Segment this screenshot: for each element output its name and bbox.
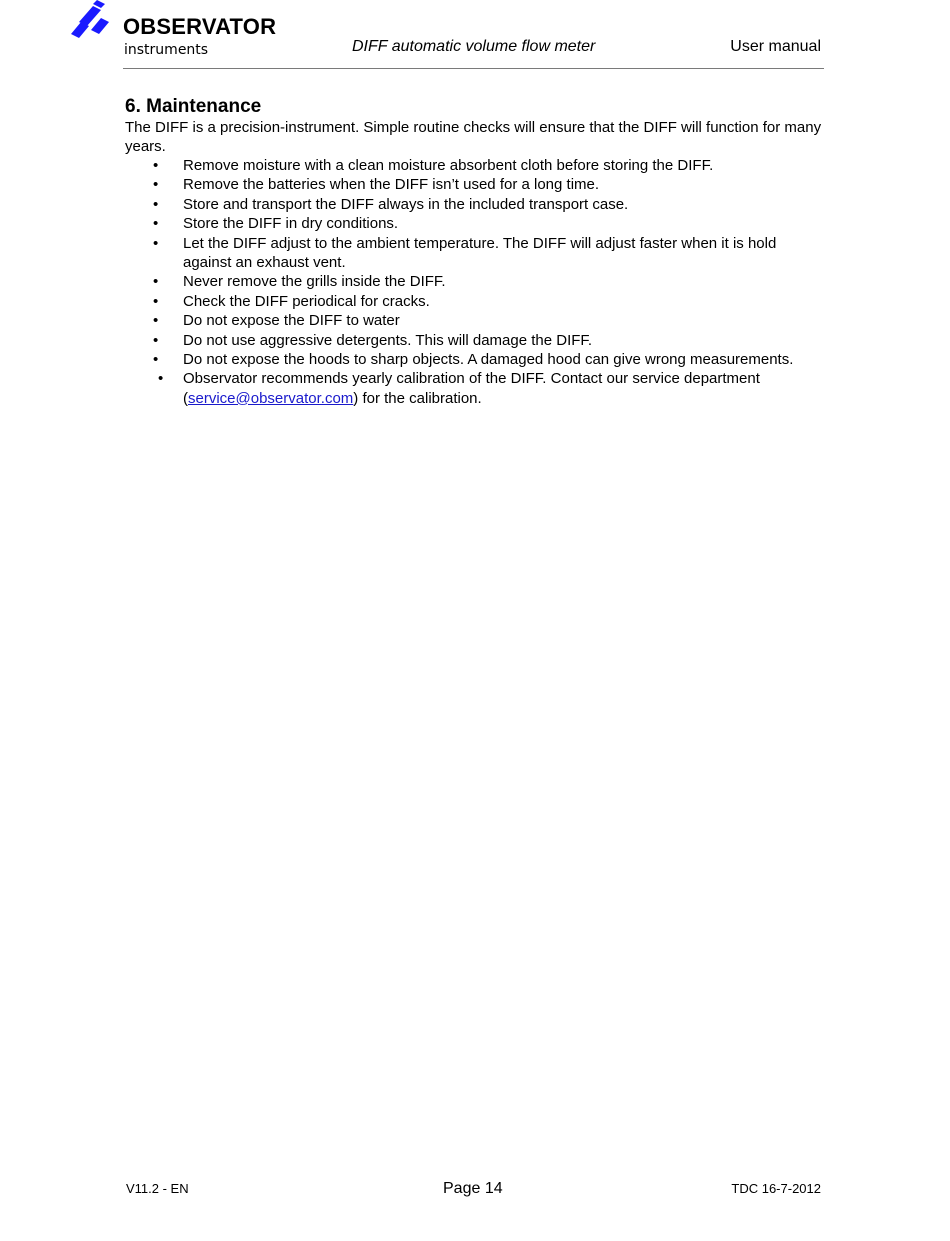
observator-logo-icon (69, 0, 109, 38)
bullet-icon: • (153, 234, 159, 252)
list-item-text: Never remove the grills inside the DIFF. (183, 273, 446, 291)
section-title: 6. Maintenance (125, 96, 262, 117)
list-item (125, 272, 825, 291)
calibration-text-before: Observator recommends yearly calibration of the DIFF. Contact our service department ( (183, 370, 760, 407)
brand-subtitle: instruments (124, 42, 209, 58)
list-item-text: Do not expose the hoods to sharp objects. A damaged hood can give wrong measurements. (183, 351, 794, 369)
list-item-text: Do not expose the DIFF to water (183, 312, 400, 330)
list-item-text: Store the DIFF in dry conditions. (183, 215, 399, 233)
footer-page-number: Page 14 (443, 1180, 503, 1197)
bullet-icon: • (153, 351, 159, 369)
list-item (125, 311, 825, 330)
calibration-text-after: ) for the calibration. (353, 389, 482, 407)
bullet-icon: • (153, 273, 159, 291)
document-type: User manual (730, 38, 821, 55)
list-item (125, 214, 825, 233)
list-item-text: Remove moisture with a clean moisture absorbent cloth before storing the DIFF. (183, 157, 714, 174)
section-intro: The DIFF is a precision-instrument. Simple routine checks will ensure that the DIFF will function for many years. (125, 119, 822, 156)
list-item (125, 292, 825, 311)
list-item (125, 156, 825, 175)
service-email-link[interactable]: service@observator.com (188, 389, 354, 407)
footer-date: TDC 16-7-2012 (731, 1181, 821, 1196)
footer-version: V11.2 - EN (126, 1181, 189, 1196)
list-item (125, 175, 825, 194)
maintenance-list (125, 156, 825, 408)
list-item (125, 234, 825, 273)
bullet-icon: • (153, 331, 159, 349)
list-item (125, 195, 825, 214)
bullet-icon: • (153, 195, 159, 213)
bullet-icon: • (153, 176, 159, 194)
list-item-text: Check the DIFF periodical for cracks. (183, 292, 430, 310)
list-item (125, 331, 825, 350)
list-item-text: Remove the batteries when the DIFF isn’t used for a long time. (183, 176, 600, 194)
calibration-item (125, 369, 825, 408)
list-item-text: Let the DIFF adjust to the ambient temperature. The DIFF will adjust faster when it is hold against an exhaust vent. (183, 234, 777, 272)
list-item-text: Do not use aggressive detergents. This will damage the DIFF. (183, 331, 593, 349)
brand-name: OBSERVATOR (123, 14, 277, 39)
bullet-icon: • (153, 312, 159, 330)
bullet-icon: • (153, 292, 159, 310)
bullet-icon: • (153, 215, 159, 233)
list-item (125, 350, 825, 369)
bullet-icon: • (153, 157, 159, 174)
document-title: DIFF automatic volume flow meter (352, 38, 596, 55)
header-divider (123, 68, 824, 69)
bullet-icon: • (158, 370, 164, 388)
list-item-text: Store and transport the DIFF always in the included transport case. (183, 195, 629, 213)
